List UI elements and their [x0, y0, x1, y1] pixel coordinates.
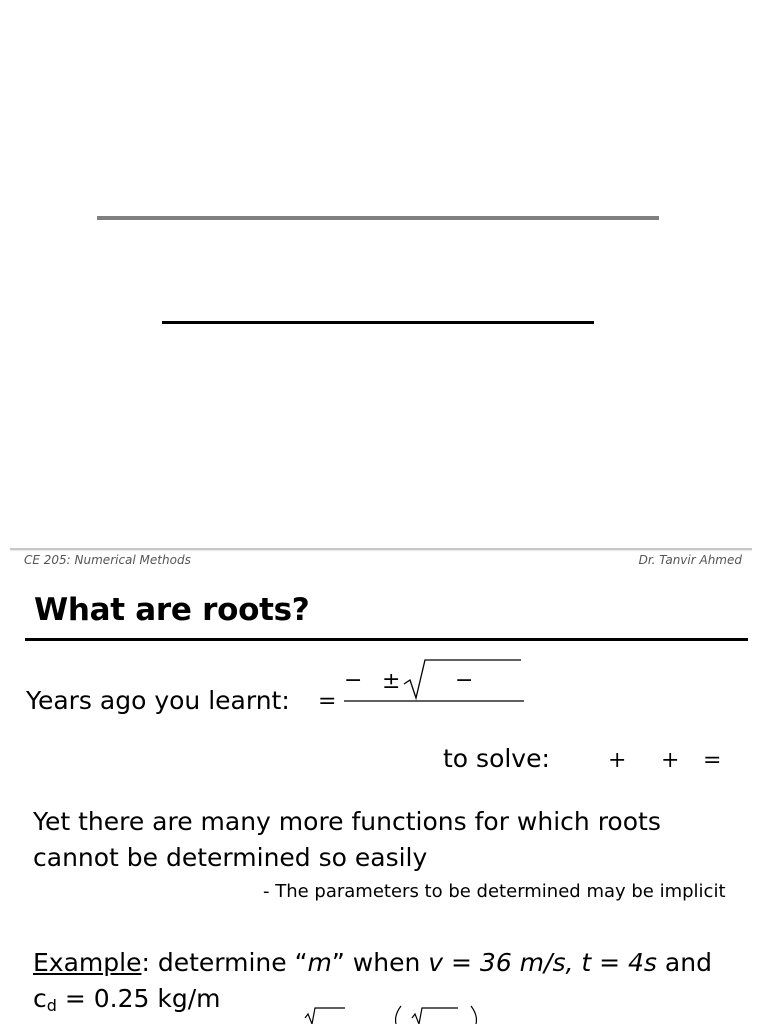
- slide-separator: [10, 548, 752, 550]
- to-solve-text: to solve:: [443, 744, 550, 773]
- eq-equals: =: [703, 748, 722, 773]
- example-label: Example: [33, 948, 142, 977]
- functions-paragraph: Yet there are many more functions for which roots cannot be determined so easily: [33, 807, 661, 872]
- quadratic-equation: [600, 740, 730, 776]
- example-text-a: : determine “: [141, 948, 308, 977]
- quadratic-formula: [310, 650, 540, 720]
- example-text-c: and c: [33, 948, 712, 1013]
- partial-radical-2: [412, 1008, 458, 1024]
- formula-equals: =: [318, 689, 337, 714]
- implicit-note: - The parameters to be determined may be implicit: [263, 881, 726, 902]
- example-sub-d: d: [46, 996, 57, 1015]
- example-v-t: v = 36 m/s, t = 4s: [428, 948, 657, 977]
- title-divider-black: [162, 321, 594, 324]
- formula-radical-minus: −: [455, 668, 474, 693]
- author-header: Dr. Tanvir Ahmed: [638, 553, 742, 567]
- partial-radical-1: [305, 1008, 345, 1024]
- partial-paren-left: [396, 1006, 401, 1024]
- title-divider-gray: [97, 216, 659, 220]
- example-text-b: ” when: [331, 948, 429, 977]
- example-m: m: [307, 948, 332, 977]
- eq-plus-1: +: [608, 748, 627, 773]
- slide-title: What are roots?: [34, 592, 310, 628]
- partial-equation: [300, 1004, 490, 1024]
- eq-plus-2: +: [661, 748, 680, 773]
- title-underline: [25, 638, 748, 641]
- formula-minus: −: [344, 668, 363, 693]
- years-ago-text: Years ago you learnt:: [26, 686, 290, 715]
- example-text-d: = 0.25 kg/m: [56, 984, 221, 1013]
- formula-plusminus: ±: [382, 669, 401, 694]
- course-header: CE 205: Numerical Methods: [24, 553, 191, 567]
- partial-paren-right: [471, 1006, 476, 1024]
